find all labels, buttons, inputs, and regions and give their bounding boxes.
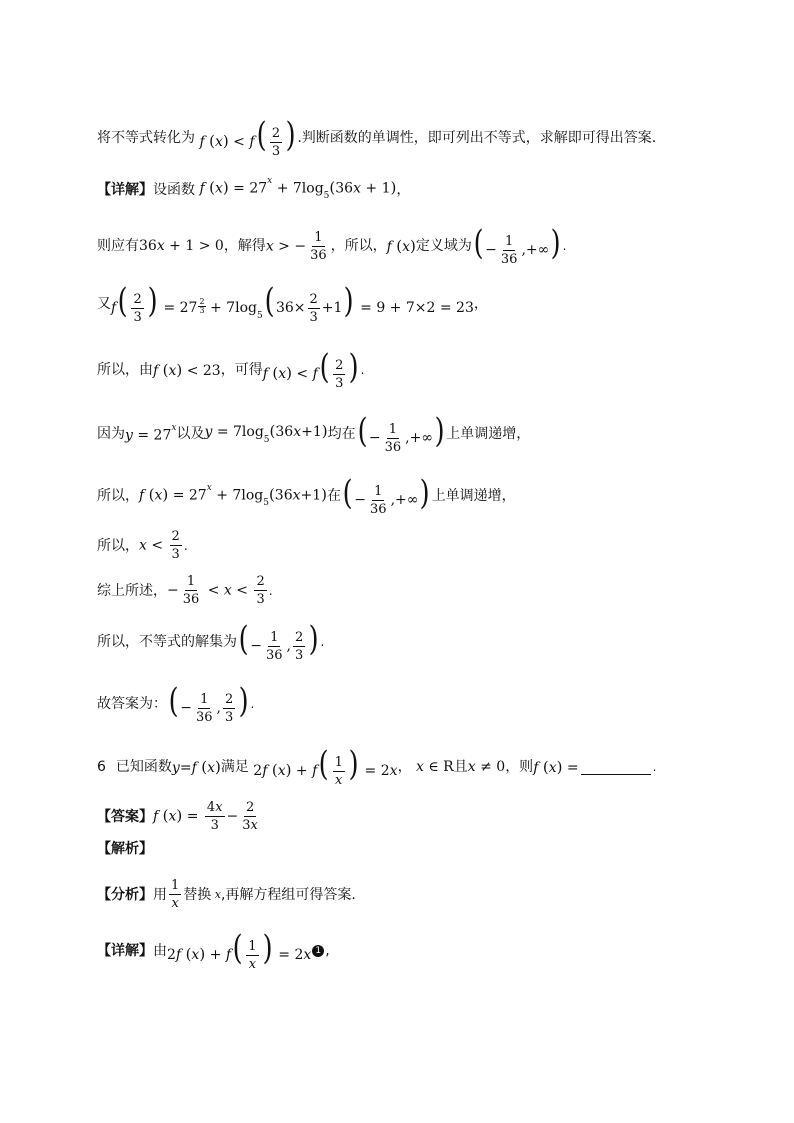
- formula: $y = 27^x$: [125, 423, 177, 445]
- line-1: 将不等式转化为 f (x) < f( $\frac{2}{3}$ ) .判断函数的单调性，即可列出不等式，求解即可得出答案.: [97, 115, 657, 159]
- formula: f (x) < f( $\frac{2}{3}$ ): [262, 347, 359, 391]
- formula: f (x) < f( $\frac{2}{3}$ ): [199, 115, 296, 159]
- answer-line: 【答案】 f (x) = $\frac{4x}{3}$ − $\frac{2}{3x}$: [97, 800, 262, 833]
- formula: x ≠ 0: [467, 759, 506, 776]
- formula: f $(x) = 27^x + 7\log_5(36x + 1)$: [199, 176, 397, 202]
- line-3: 则应有 36x + 1 > 0 ，解得 x > − $\frac{1}{36}$ ，所以， f (x) 定义域为 ( − $\frac{1}{36}$ ,+∞) .: [97, 223, 567, 267]
- formula: f (x) < 23: [153, 360, 221, 379]
- formula: f (x): [386, 236, 416, 255]
- formula: ( − $\frac{1}{36}$ , $\frac{2}{3}$ ): [168, 681, 249, 725]
- xiangjie-line: 【详解】 由 2f (x) + f( $\frac{1}{x}$ ) = 2x 1 ,: [97, 928, 330, 972]
- line-2: 【详解】 设函数 f $(x) = 27^x + 7\log_5(36x + 1)$ ，: [97, 175, 410, 204]
- formula: f (x) = $\frac{4x}{3}$ − $\frac{2}{3x}$: [153, 800, 258, 833]
- formula: 36x + 1 > 0: [139, 238, 224, 255]
- formula: x > − $\frac{1}{36}$: [265, 229, 327, 263]
- formula: x: [211, 887, 221, 901]
- formula: 2f (x) + f( $\frac{1}{x}$ ) = 2x: [248, 744, 398, 788]
- formula: ( − $\frac{1}{36}$ ,+∞): [357, 411, 445, 455]
- line-11: 故答案为： ( − $\frac{1}{36}$ , $\frac{2}{3}$ ) .: [97, 681, 255, 725]
- question-6: 6 已知函数 y=f (x) 满足 2f (x) + f( $\frac{1}{x}$ ) = 2x ， x ∈ R 且 x ≠ 0 ，则 f (x) = .: [97, 744, 657, 788]
- line-5: 所以，由 f (x) < 23 ，可得 f (x) < f( $\frac{2}{3}$ ) .: [97, 347, 365, 391]
- circled-number: 1: [312, 945, 324, 957]
- formula: f( $\frac{2}{3}$ ) = 27 $\frac{2}{3}$ + $7\log_5$( 36× $\frac{2}{3}$ +1) = 9 + 7×2 = 23: [111, 281, 474, 325]
- formula: x ∈ R: [416, 759, 454, 776]
- line-4: 又 f( $\frac{2}{3}$ ) = 27 $\frac{2}{3}$ + $7\log_5$( 36× $\frac{2}{3}$ +1) = 9 + 7×2 = 23 ，: [97, 281, 488, 325]
- formula: f (x) =: [533, 757, 579, 776]
- line-7: 所以， f $(x) = 27^x + 7\log_5(36x+1)$ 在 ( − $\frac{1}{36}$ ,+∞) 上单调递增，: [97, 473, 516, 517]
- line-9: 综上所述， − $\frac{1}{36}$ < x < $\frac{2}{3}$ .: [97, 574, 273, 607]
- analysis-heading: 【解析】: [97, 841, 153, 857]
- fenxi-line: 【分析】 用 $\frac{1}{x}$ 替换 x ,再解方程组可得答案.: [97, 878, 356, 911]
- formula: f $(x) = 27^x + 7\log_5(36x+1)$: [139, 482, 328, 508]
- formula: ( − $\frac{1}{36}$ ,+∞): [473, 223, 561, 267]
- formula: ( − $\frac{1}{36}$ , $\frac{2}{3}$ ): [238, 619, 319, 663]
- formula: x < $\frac{2}{3}$: [139, 529, 180, 562]
- line-10: 所以，不等式的解集为 ( − $\frac{1}{36}$ , $\frac{2}{3}$ ) .: [97, 619, 325, 663]
- formula: $\frac{1}{x}$: [171, 878, 180, 911]
- line-8: 所以， x < $\frac{2}{3}$ .: [97, 529, 188, 562]
- formula: $y = 7\log_5(36x+1)$: [204, 421, 328, 445]
- formula: y=f (x): [171, 757, 221, 776]
- answer-blank: [581, 760, 651, 775]
- formula: − $\frac{1}{36}$ < x < $\frac{2}{3}$: [167, 574, 265, 607]
- formula: ( − $\frac{1}{36}$ ,+∞): [342, 473, 431, 517]
- formula: 2f (x) + f( $\frac{1}{x}$ ) = 2x: [167, 928, 312, 972]
- line-6: 因为 $y = 27^x$ 以及 $y = 7\log_5(36x+1)$ 均在 ( − $\frac{1}{36}$ ,+∞) 上单调递增，: [97, 411, 531, 455]
